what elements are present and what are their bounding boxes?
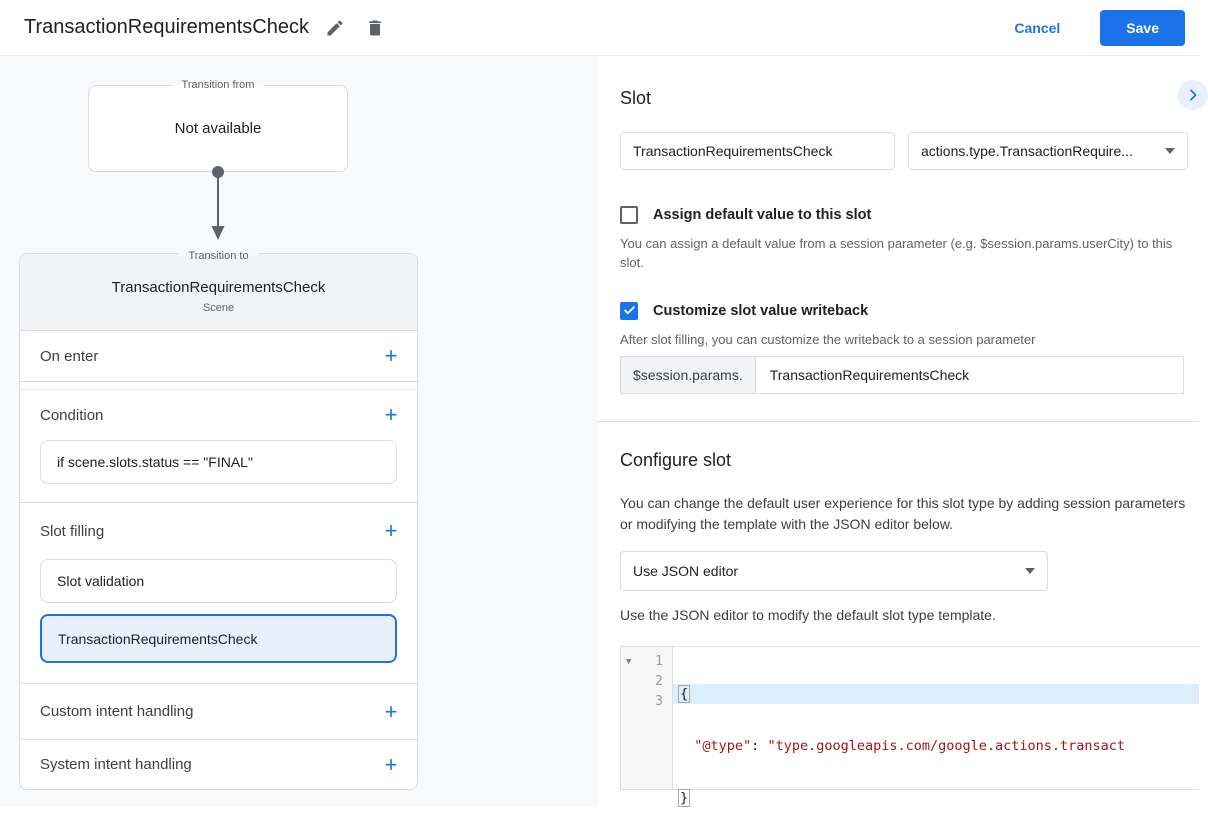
code-area[interactable] bbox=[673, 647, 1199, 806]
save-button[interactable]: Save bbox=[1100, 10, 1185, 46]
fold-arrow-icon[interactable]: ▼ bbox=[626, 656, 632, 667]
line-number: 2 bbox=[655, 674, 663, 690]
add-custom-intent-button[interactable]: + bbox=[379, 700, 403, 724]
section-system-intent bbox=[20, 740, 417, 789]
configure-slot-description: You can change the default user experience for this slot type by adding session parameters or modifying the template with the JSON editor below. bbox=[620, 494, 1186, 532]
trash-icon bbox=[365, 18, 385, 38]
pencil-icon bbox=[325, 18, 345, 38]
line-number: 1 bbox=[655, 654, 663, 670]
assign-default-description: You can assign a default value from a session parameter (e.g. $session.params.userCity) to this slot. bbox=[620, 236, 1173, 270]
editor-gutter bbox=[621, 647, 673, 789]
custom-intent-label: Custom intent handling bbox=[40, 703, 194, 720]
edit-title-button[interactable] bbox=[321, 14, 349, 42]
assign-default-checkbox[interactable] bbox=[620, 206, 638, 224]
code-line: { bbox=[673, 684, 1199, 704]
condition-chip-text: if scene.slots.status == "FINAL" bbox=[57, 454, 253, 470]
cancel-button[interactable]: Cancel bbox=[1008, 19, 1066, 37]
writeback-value-input[interactable] bbox=[756, 357, 1183, 393]
editor-hint: Use the JSON editor to modify the default slot type template. bbox=[620, 606, 996, 623]
chevron-right-icon bbox=[1185, 87, 1201, 103]
assign-default-label: Assign default value to this slot bbox=[653, 207, 872, 223]
slot-filling-label: Slot filling bbox=[40, 522, 105, 540]
add-slot-filling-button[interactable]: + bbox=[379, 519, 403, 543]
top-bar bbox=[0, 0, 1199, 56]
on-enter-label: On enter bbox=[40, 347, 99, 365]
condition-chip[interactable] bbox=[40, 440, 397, 484]
dropdown-arrow-icon bbox=[1025, 568, 1035, 574]
flow-canvas bbox=[0, 56, 597, 807]
add-on-enter-button[interactable]: + bbox=[379, 344, 403, 368]
slot-validation-chip-text: Slot validation bbox=[57, 573, 145, 589]
section-gap bbox=[20, 382, 417, 389]
scene-subtitle: Scene bbox=[202, 301, 235, 314]
section-on-enter bbox=[20, 331, 417, 382]
writeback-field bbox=[620, 356, 1184, 394]
json-editor[interactable] bbox=[620, 646, 1199, 806]
system-intent-label: System intent handling bbox=[40, 756, 192, 773]
scene-card bbox=[19, 253, 418, 790]
transition-to-label: Transition to bbox=[19, 246, 418, 264]
slot-panel bbox=[597, 56, 1199, 807]
section-divider bbox=[597, 421, 1199, 422]
scene-title: TransactionRequirementsCheck bbox=[111, 278, 326, 296]
section-custom-intent bbox=[20, 684, 417, 740]
slot-type-select[interactable] bbox=[908, 132, 1188, 170]
collapse-panel-button[interactable] bbox=[1178, 80, 1208, 110]
transition-from-value: Not available bbox=[174, 120, 262, 137]
transition-from-label: Transition from bbox=[89, 79, 347, 91]
slot-type-value: actions.type.TransactionRequire... bbox=[921, 143, 1133, 159]
code-line: } bbox=[680, 789, 689, 806]
add-system-intent-button[interactable]: + bbox=[379, 753, 403, 777]
line-number: 3 bbox=[655, 694, 663, 710]
condition-label: Condition bbox=[40, 406, 104, 424]
slot-transaction-chip[interactable] bbox=[40, 614, 397, 663]
delete-button[interactable] bbox=[361, 14, 389, 42]
transition-arrow-icon bbox=[208, 166, 228, 242]
slot-heading: Slot bbox=[620, 88, 652, 108]
transition-from-box bbox=[88, 79, 348, 172]
slot-name-input[interactable] bbox=[620, 132, 895, 170]
dropdown-arrow-icon bbox=[1165, 148, 1175, 154]
writeback-prefix: $session.params. bbox=[621, 357, 756, 393]
slot-transaction-chip-text: TransactionRequirementsCheck bbox=[58, 630, 258, 647]
slot-validation-chip[interactable] bbox=[40, 559, 397, 603]
checkmark-icon bbox=[623, 304, 636, 317]
writeback-description: After slot filling, you can customize the writeback to a session parameter bbox=[620, 331, 1036, 347]
section-condition bbox=[20, 389, 417, 503]
writeback-checkbox[interactable] bbox=[620, 302, 638, 320]
editor-mode-value: Use JSON editor bbox=[633, 562, 739, 579]
section-slot-filling bbox=[20, 503, 417, 684]
configure-slot-heading: Configure slot bbox=[620, 449, 732, 470]
add-condition-button[interactable]: + bbox=[379, 403, 403, 427]
code-line: "@type": "type.googleapis.com/google.actions.transact bbox=[694, 737, 1126, 754]
page-title: TransactionRequirementsCheck bbox=[24, 16, 309, 38]
editor-mode-select[interactable] bbox=[620, 551, 1048, 591]
writeback-label: Customize slot value writeback bbox=[653, 302, 869, 319]
scene-header[interactable] bbox=[20, 254, 417, 331]
